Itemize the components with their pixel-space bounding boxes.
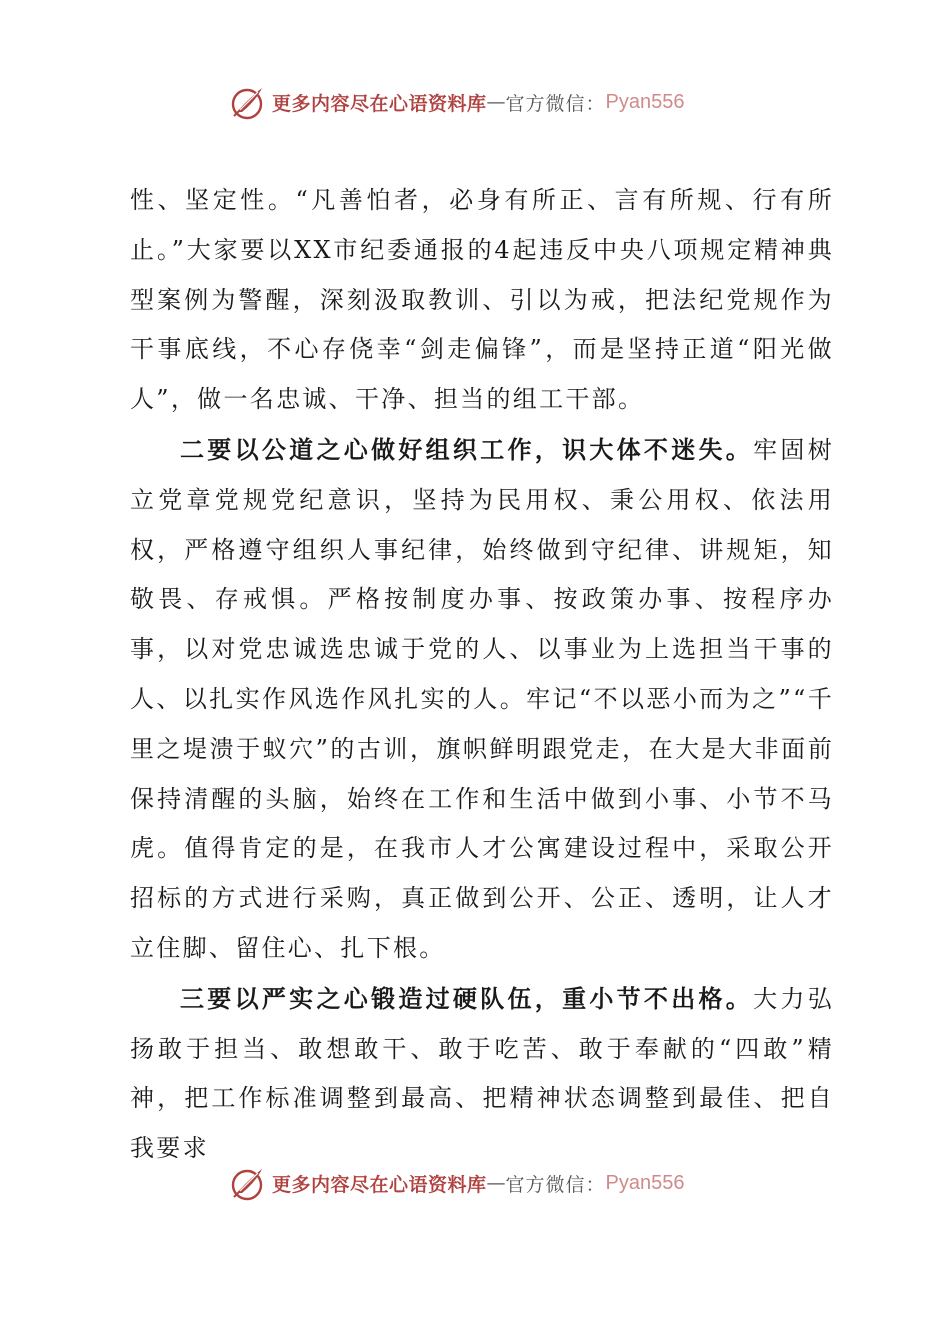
paragraph-heading: 二要以公道之心做好组织工作，识大体不迷失。	[180, 434, 754, 464]
footer-watermark-banner	[228, 1163, 748, 1203]
banner-wechat-label: 官方微信：	[505, 92, 606, 115]
paragraph-continuation	[130, 176, 834, 425]
banner-separator: —	[486, 1172, 506, 1194]
paragraph-text: 牢固树立党章党规党纪意识，坚持为民用权、秉公用权、依法用权，严格遵守组织人事纪律，始终做到守纪律、讲规矩，知敬畏、存戒惧。严格按制度办事、按政策办事、按程序办事，以对党忠诚选忠诚于党的人、以事业为上选担当干事的人、以扎实作风选作风扎实的人。牢记“不以恶小而为之”“千里之堤溃于蚁穴”的古训，旗帜鲜明跟党走，在大是大非面前保持清醒的头脑，始终在工作和生活中做到小事、小节不马虎。值得肯定的是，在我市人才公寓建设过程中，采取公开招标的方式进行采购，真正做到公开、公正、透明，让人才立住脚、留住心、扎下根。	[130, 435, 834, 962]
header-watermark-banner	[228, 82, 748, 122]
paragraph-text: 大力弘扬敢于担当、敢想敢干、敢于吃苦、敢于奉献的“四敢”精神，把工作标准调整到最高、把精神状态调整到最佳、把自我要求	[130, 984, 834, 1163]
banner-wechat-id: Pyan556	[605, 1171, 685, 1194]
banner-wechat-id: Pyan556	[605, 90, 685, 113]
paragraph-point-three	[130, 974, 834, 1174]
paragraph-text: 性、坚定性。“凡善怕者，必身有所正、言有所规、行有所止。”大家要以XX市纪委通报的4起违反中央八项规定精神典型案例为警醒，深刻汲取教训、引以为戒，把法纪党规作为干事底线，不心存侥幸“剑走偏锋”，而是坚持正道“阳光做人”，做一名忠诚、干净、担当的组工干部。	[130, 186, 834, 414]
quill-logo-icon	[228, 82, 268, 122]
document-body	[130, 176, 834, 1174]
quill-logo-icon	[228, 1163, 268, 1203]
banner-separator: —	[486, 91, 506, 113]
banner-site-text: 更多内容尽在心语资料库	[272, 1173, 487, 1196]
paragraph-heading: 三要以严实之心锻造过硬队伍，重小节不出格。	[180, 983, 754, 1013]
paragraph-point-two	[130, 425, 834, 974]
banner-site-text: 更多内容尽在心语资料库	[272, 92, 487, 115]
banner-wechat-label: 官方微信：	[505, 1173, 606, 1196]
